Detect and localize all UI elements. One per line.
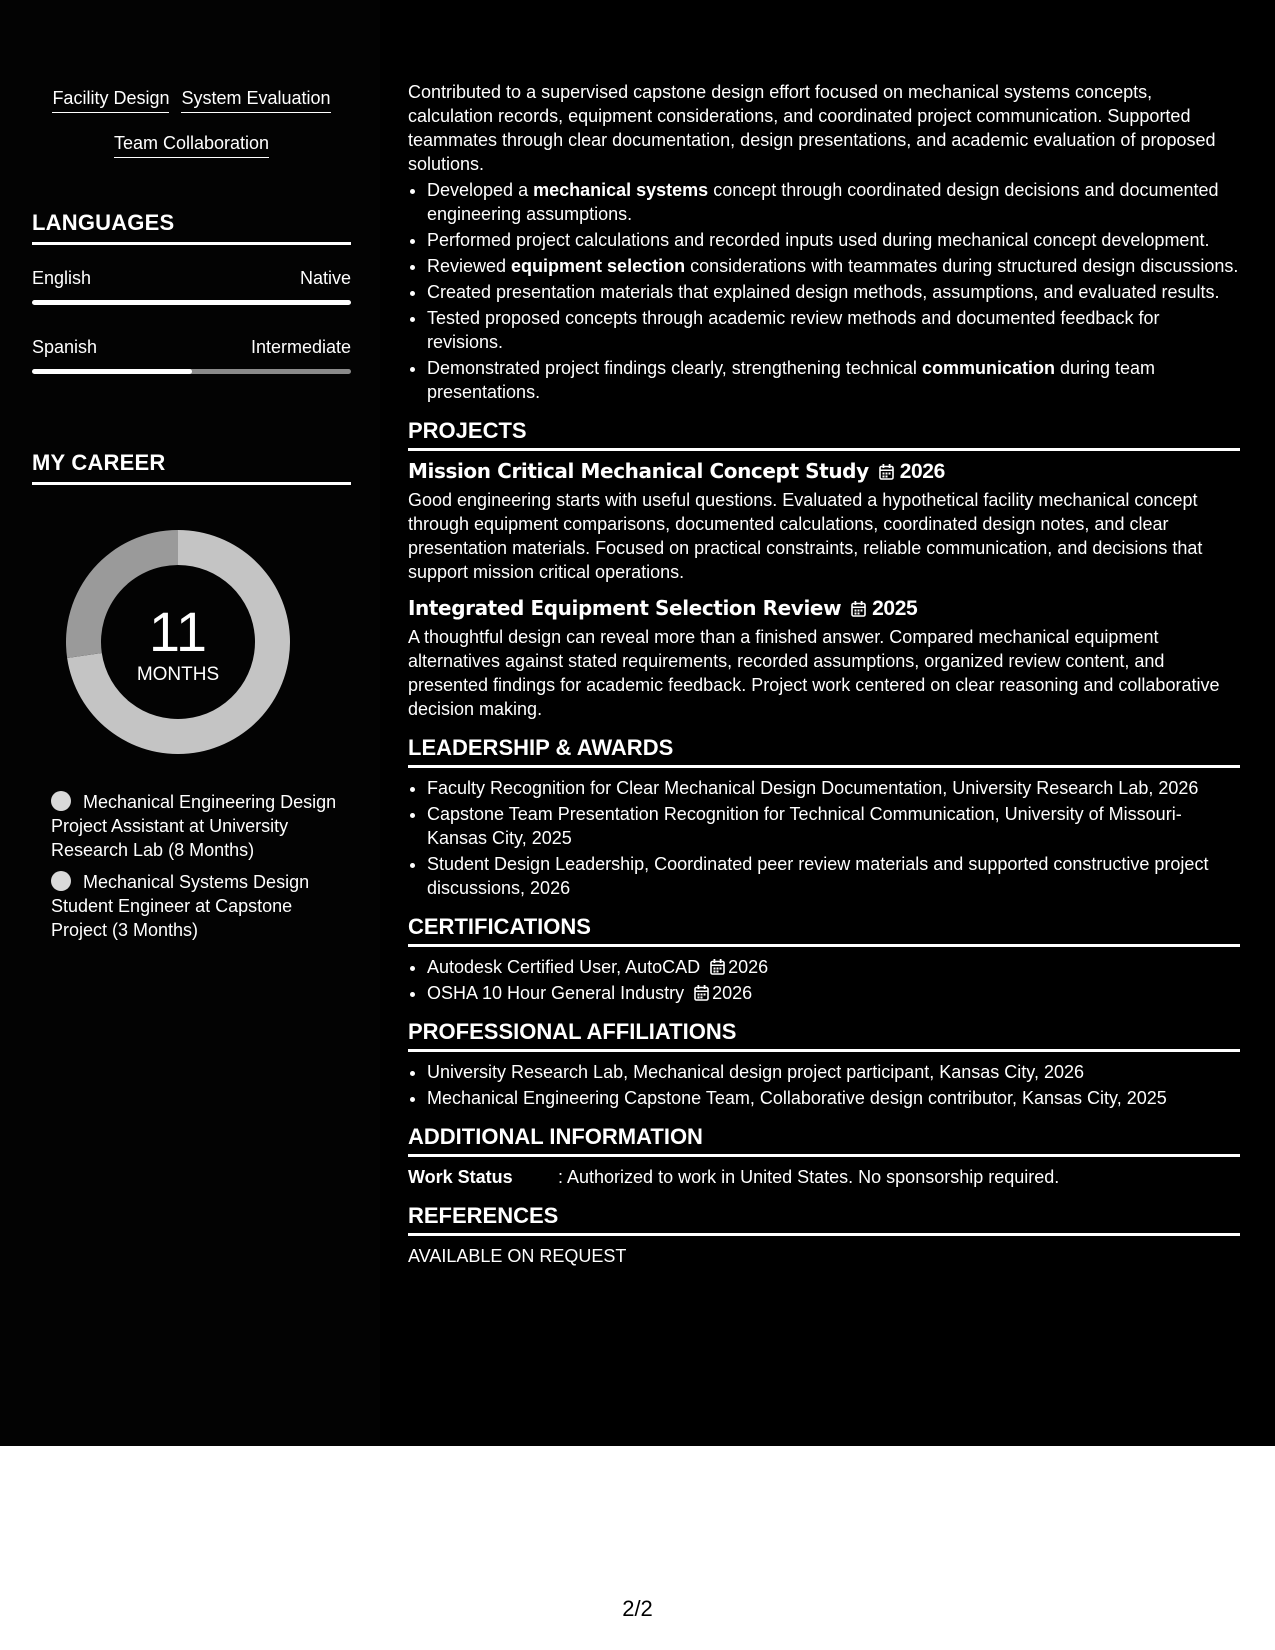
language-row [32, 337, 351, 358]
certifications-list [408, 955, 1240, 1005]
work-status-label: Work Status [408, 1167, 513, 1187]
career-item-text: Mechanical Systems Design Student Engineer at Capstone Project (3 Months) [51, 872, 310, 940]
affiliations-heading: PROFESSIONAL AFFILIATIONS [408, 1019, 1240, 1052]
experience-bullet: • Performed project calculations and recorded inputs used during mechanical concept development. [427, 228, 1240, 252]
experience-bullet: • Tested proposed concepts through academic review methods and documented feedback for revisions. [427, 306, 1240, 354]
certifications-heading: CERTIFICATIONS [408, 914, 1240, 947]
main-content [408, 80, 1240, 1268]
career-total-months: 11 [148, 600, 208, 663]
language-level: Native [299, 268, 351, 288]
language-proficiency-fill [32, 369, 192, 374]
skill-tag: Facility Design [52, 88, 169, 113]
affiliation-item: • Mechanical Engineering Capstone Team, Collaborative design contributor, Kansas City, 2025 [427, 1086, 1240, 1110]
additional-info-heading: ADDITIONAL INFORMATION [408, 1124, 1240, 1157]
bullet-dot-icon [51, 791, 71, 811]
experience-bullet: • Demonstrated project findings clearly, strengthening technical communication during team presentations. [427, 356, 1240, 404]
experience-bullet: • Reviewed equipment selection considerations with teammates during structured design discussions. [427, 254, 1240, 278]
bullet-dot-icon [51, 871, 71, 891]
language-proficiency-bar [32, 300, 351, 305]
career-item [51, 790, 341, 862]
certification-year: 2026 [712, 983, 753, 1003]
calendar-icon [710, 959, 725, 975]
references-text: AVAILABLE ON REQUEST [408, 1246, 627, 1266]
career-heading: MY CAREER [32, 450, 351, 485]
work-status-row [408, 1165, 1240, 1189]
experience-bullet: • Created presentation materials that explained design methods, assumptions, and evaluated results. [427, 280, 1240, 304]
languages-heading: LANGUAGES [32, 210, 351, 245]
calendar-icon [694, 985, 709, 1001]
language-row [32, 268, 351, 289]
project-title: Integrated Equipment Selection Review 2025 [408, 596, 918, 620]
page-number: 2/2 [622, 1596, 653, 1621]
project-year: 2026 [899, 460, 945, 483]
leadership-item: • Student Design Leadership, Coordinated peer review materials and supported constructive project discussions, 2026 [427, 852, 1240, 900]
career-total-unit: MONTHS [136, 664, 220, 685]
skills-list [32, 88, 351, 178]
leadership-list [408, 776, 1240, 900]
project-description: Good engineering starts with useful questions. Evaluated a hypothetical facility mechanical concept through equipment comparisons, documented calculations, coordinated design notes, and clear presentation materials. Focused on practical constraints, reliable communication, and decisions that support mission critical operations. [408, 490, 1203, 582]
language-name: English [32, 268, 92, 288]
projects-heading: PROJECTS [408, 418, 1240, 451]
work-status-value: : Authorized to work in United States. No sponsorship required. [558, 1167, 1060, 1187]
leadership-item: • Capstone Team Presentation Recognition for Technical Communication, University of Missouri-Kansas City, 2025 [427, 802, 1240, 850]
skill-tag: Team Collaboration [114, 133, 269, 158]
sidebar [0, 0, 380, 1446]
calendar-icon [879, 464, 894, 480]
leadership-heading: LEADERSHIP & AWARDS [408, 735, 1240, 768]
language-proficiency-bar [32, 369, 351, 374]
language-name: Spanish [32, 337, 98, 357]
certification-year: 2026 [728, 957, 769, 977]
project-title: Mission Critical Mechanical Concept Study 2026 [408, 459, 945, 483]
project-year: 2025 [872, 597, 918, 620]
experience-bullets [408, 178, 1240, 404]
language-proficiency-fill [32, 300, 351, 305]
certification-item: • OSHA 10 Hour General Industry 2026 [427, 981, 1240, 1005]
skill-tag: System Evaluation [181, 88, 330, 113]
affiliation-item: • University Research Lab, Mechanical design project participant, Kansas City, 2026 [427, 1060, 1240, 1084]
project-description: A thoughtful design can reveal more than a finished answer. Compared mechanical equipment alternatives against stated requirements, recorded assumptions, organized review content, and presented findings for academic feedback. Project work centered on clear reasoning and collaborative decision making. [408, 627, 1220, 719]
language-level: Intermediate [250, 337, 351, 357]
leadership-item: • Faculty Recognition for Clear Mechanical Design Documentation, University Research Lab, 2026 [427, 776, 1240, 800]
references-heading: REFERENCES [408, 1203, 1240, 1236]
calendar-icon [851, 601, 866, 617]
career-list [51, 790, 341, 950]
career-item [51, 870, 341, 942]
experience-summary: Contributed to a supervised capstone design effort focused on mechanical systems concepts, calculation records, equipment considerations, and coordinated project communication. Supported teammates through clear documentation, design presentations, and academic evaluation of proposed solutions. [408, 82, 1216, 174]
career-item-text: Mechanical Engineering Design Project Assistant at University Research Lab (8 Months) [51, 792, 337, 860]
certification-item: • Autodesk Certified User, AutoCAD 2026 [427, 955, 1240, 979]
affiliations-list [408, 1060, 1240, 1110]
experience-bullet: • Developed a mechanical systems concept through coordinated design decisions and documented engineering assumptions. [427, 178, 1240, 226]
career-donut-chart [66, 530, 290, 754]
